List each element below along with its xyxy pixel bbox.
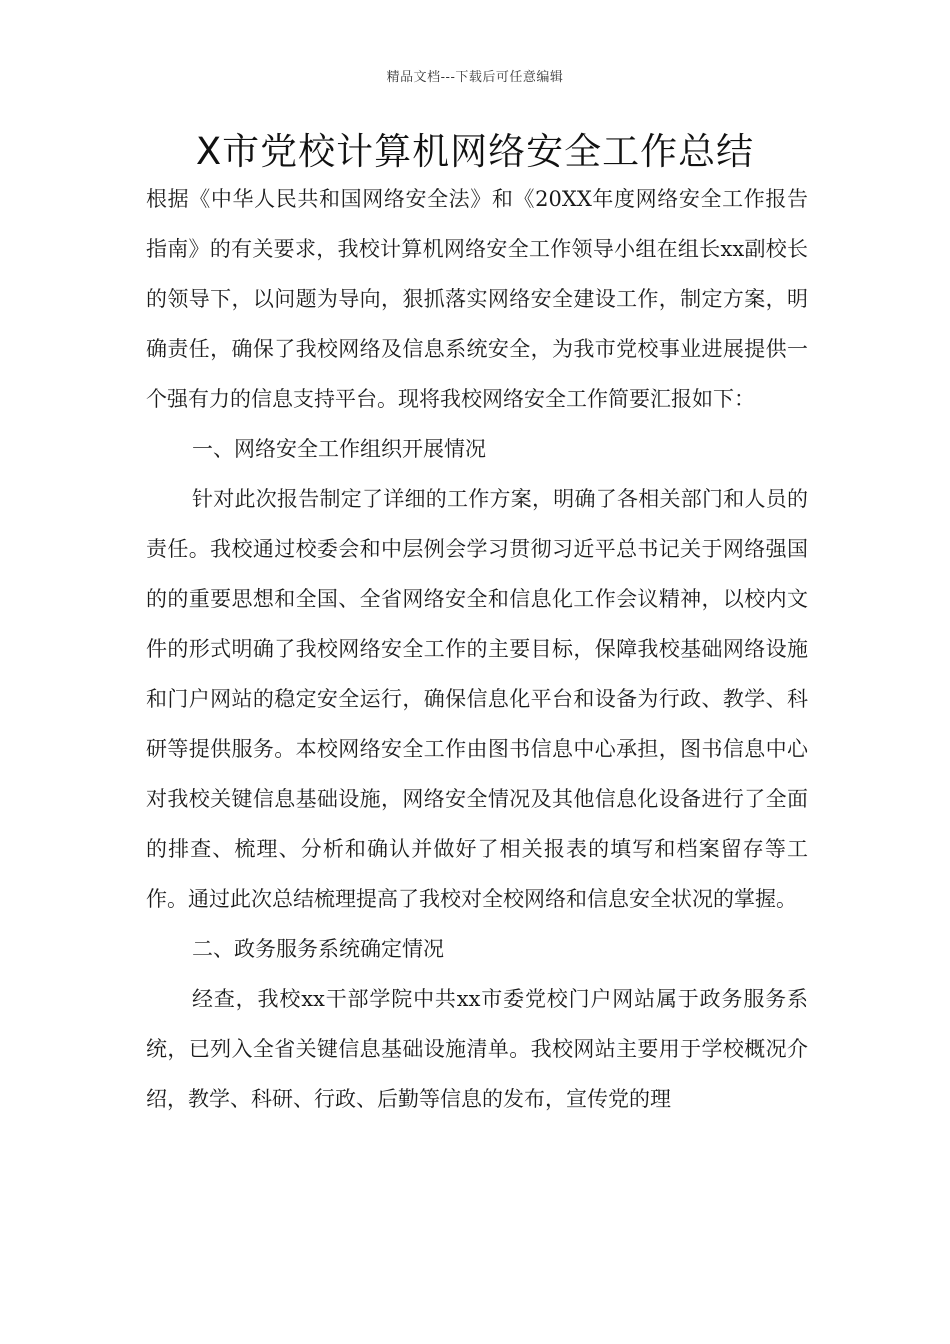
document-title: X市党校计算机网络安全工作总结 <box>195 130 755 173</box>
section-heading-2: 二、政务服务系统确定情况 <box>192 937 444 961</box>
paragraph-section-1: 针对此次报告制定了详细的工作方案，明确了各相关部门和人员的责任。我校通过校委会和中层例会学习贯彻习近平总书记关于网络强国的的重要思想和全国、全省网络安全和信息化工作会议精神，以校内文件的形式明确了我校网络安全工作的主要目标，保障我校基础网络设施和门户网站的稳定安全运行，确保信息化平台和设备为行政、教学、科研等提供服务。本校网络安全工作由图书信息中心承担，图书信息中心对我校关键信息基础设施，网络安全情况及其他信息化设备进行了全面的排查、梳理、分析和确认并做好了相关报表的填写和档案留存等工作。通过此次总结梳理提高了我校对全校网络和信息安全状况的掌握。 <box>146 487 808 911</box>
paragraph-section-2: 经查，我校xx干部学院中共xx市委党校门户网站属于政务服务系统，已列入全省关键信息基础设施清单。我校网站主要用于学校概况介绍，教学、科研、行政、后勤等信息的发布，宣传党的理 <box>146 987 808 1111</box>
header-note: 精品文档---下载后可任意编辑 <box>386 70 564 85</box>
section-heading-1: 一、网络安全工作组织开展情况 <box>192 437 486 461</box>
paragraph-intro: 根据《中华人民共和国网络安全法》和《20XX年度网络安全工作报告指南》的有关要求，我校计算机网络安全工作领导小组在组长xx副校长的领导下，以问题为导向，狠抓落实网络安全建设工作，制定方案，明确责任，确保了我校网络及信息系统安全，为我市党校事业进展提供一个强有力的信息支持平台。现将我校网络安全工作简要汇报如下： <box>146 187 808 411</box>
document-body <box>146 174 808 1124</box>
